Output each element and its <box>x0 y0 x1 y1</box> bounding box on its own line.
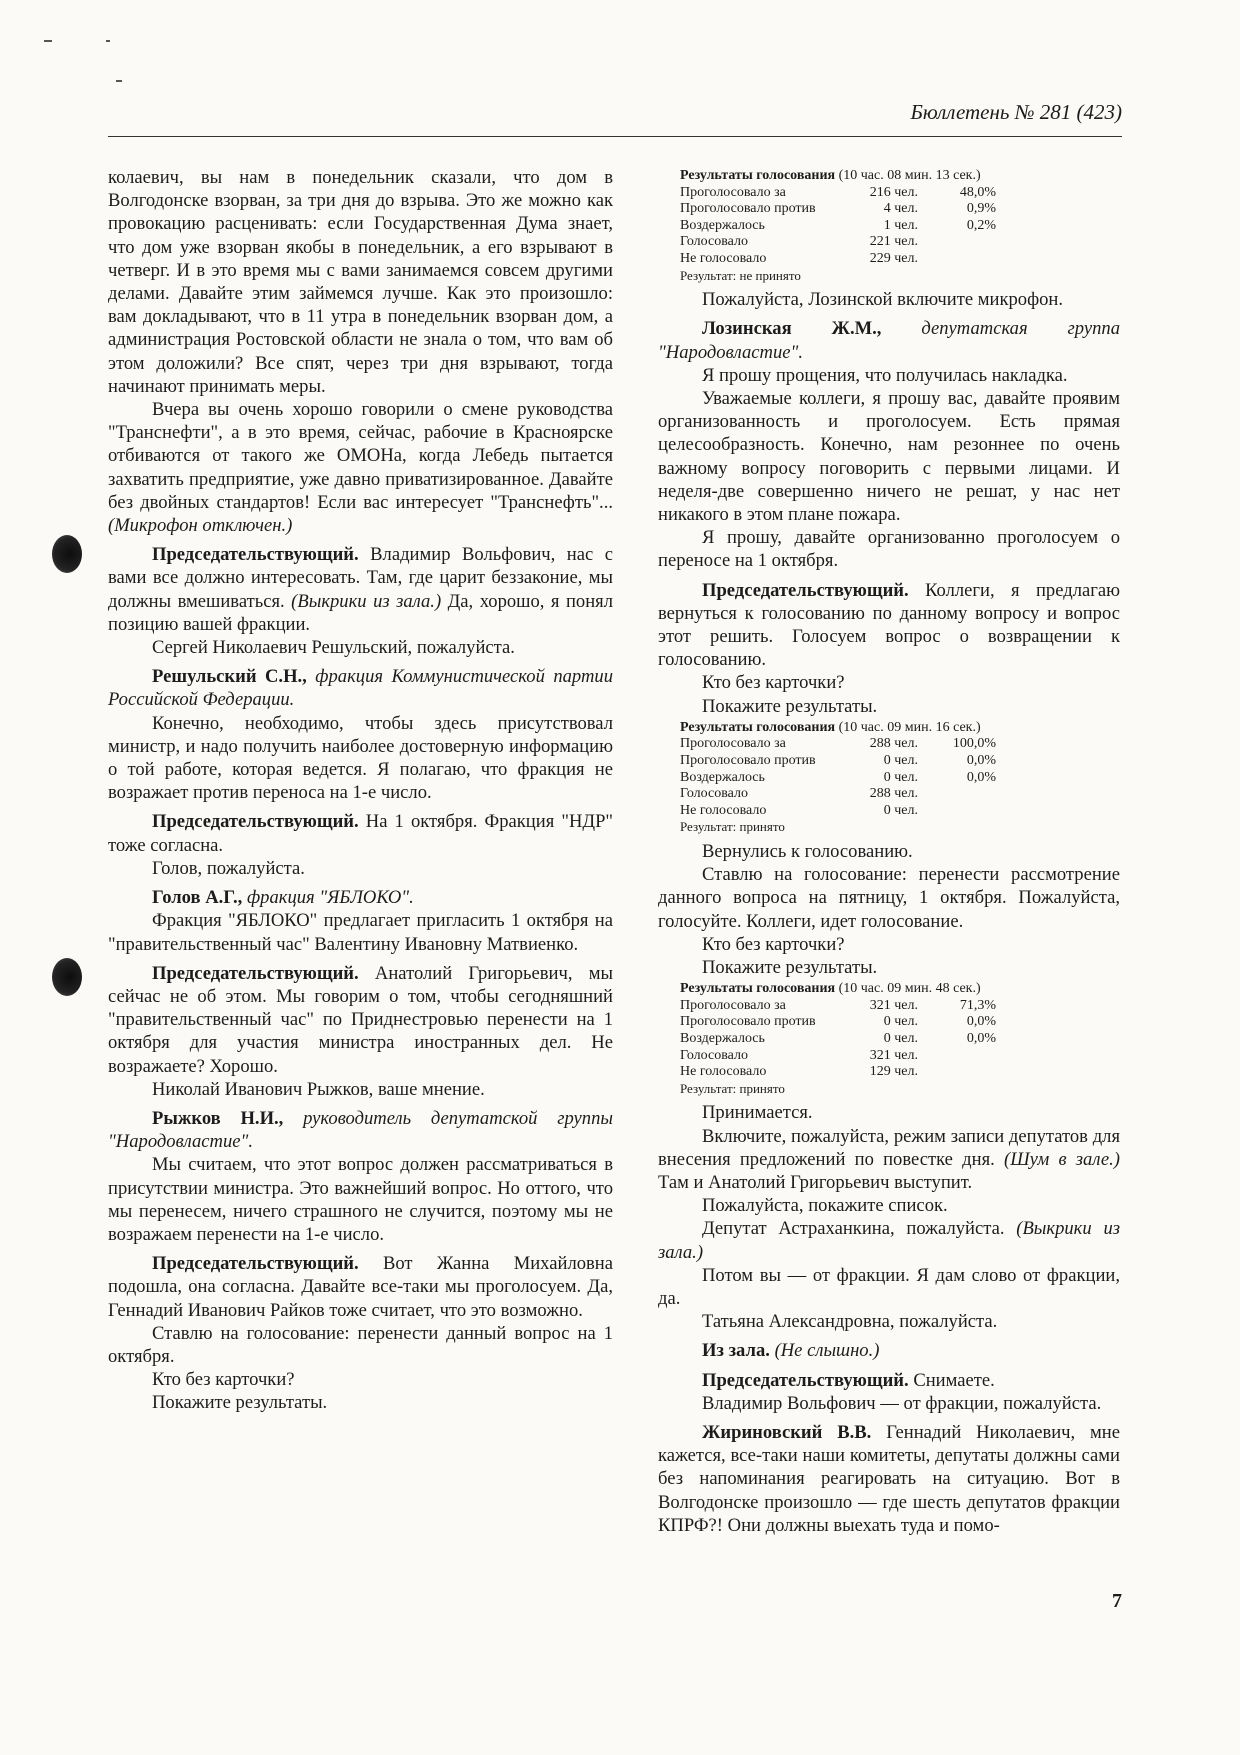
paragraph <box>658 387 1120 526</box>
speech-paragraph <box>108 1252 613 1322</box>
vote-row-count: 4 чел. <box>883 201 918 217</box>
vote-title <box>680 168 1120 185</box>
vote-time: (10 час. 08 мин. 13 сек.) <box>838 168 981 183</box>
paragraph <box>658 863 1120 933</box>
paragraph-text: Вернулись к голосованию. <box>702 840 913 862</box>
vote-time: (10 час. 09 мин. 48 сек.) <box>838 981 981 997</box>
speaker-name: Решульский С.Н., <box>152 666 307 688</box>
vote-row <box>680 1014 1120 1031</box>
paragraph-text: Ставлю на голосование: перенести рассмотрение данного вопроса на пятницу, 1 октября. Пожалуйста, голосуйте. Коллеги, идет голосование. <box>658 864 1120 932</box>
running-title: Бюллетень № 281 (423) <box>910 100 1122 124</box>
paragraph <box>658 288 1120 311</box>
paragraph-text: Владимир Вольфович — от фракции, пожалуйста. <box>702 1392 1102 1414</box>
vote-row <box>680 1048 1120 1065</box>
speaker-affiliation: депутатская группа "Народовластие". <box>658 318 1120 363</box>
paragraph-text: Николай Иванович Рыжков, ваше мнение. <box>152 1078 485 1100</box>
paragraph <box>658 956 1120 979</box>
paragraph-text: Мы считаем, что этот вопрос должен рассматриваться в присутствии министра. Это важнейший вопрос. Но оттого, что мы перенесем, ничего страшного не случится, поэтому мы не возражаем перенести на 1-е число. <box>108 1154 613 1245</box>
paragraph <box>658 671 1120 694</box>
scan-speck <box>106 40 110 42</box>
vote-row-count: 288 чел. <box>869 786 918 802</box>
vote-row-label: Голосовало <box>680 1047 748 1063</box>
stage-note: (Шум в зале.) <box>1004 1148 1120 1170</box>
paragraph <box>658 1264 1120 1310</box>
paragraph <box>108 857 613 880</box>
vote-row-percent: 0,2% <box>966 217 996 233</box>
vote-title-label: Результаты голосования <box>680 168 836 183</box>
page-number: 7 <box>1112 1590 1122 1612</box>
stage-note: (Выкрики из зала.) <box>658 1218 1120 1263</box>
paragraph-text: Покажите результаты. <box>702 695 878 717</box>
vote-result: Результат: принято <box>680 1080 785 1096</box>
vote-row-label: Не голосовало <box>680 802 767 818</box>
paragraph <box>658 526 1120 572</box>
paragraph <box>108 909 613 955</box>
paragraph-text: Кто без карточки? <box>702 672 845 694</box>
paragraph <box>108 712 613 805</box>
paragraph <box>108 1078 613 1101</box>
vote-row <box>680 1031 1120 1048</box>
vote-row-percent <box>918 251 996 268</box>
vote-row-label: Голосовало <box>680 234 748 250</box>
paragraph-text: Депутат Астраханкина, пожалуйста. <box>702 1218 1005 1240</box>
paragraph <box>658 1310 1120 1333</box>
paragraph-text: Вчера вы очень хорошо говорили о смене руководства "Транснефти", а в это время, сейчас, рабочие в Красноярске отбиваются от такого же ОМОНа, когда Лебедь пытается захватить предприятие, уже давно приватизированное. Давайте без двойных стандартов! Если вас интересует "Транснефть"... <box>108 399 613 513</box>
vote-row <box>680 770 1120 787</box>
vote-row-count: 129 чел. <box>869 1064 918 1080</box>
paragraph-text: Принимается. <box>702 1102 813 1124</box>
header-rule <box>108 136 1122 137</box>
paragraph <box>108 1368 613 1391</box>
vote-row-count: 1 чел. <box>883 217 918 233</box>
vote-title <box>680 981 1120 998</box>
paragraph <box>658 1125 1120 1195</box>
vote-row <box>680 998 1120 1015</box>
paragraph-text: Фракция "ЯБЛОКО" предлагает пригласить 1 октября на "правительственный час" Валентину Ивановну Матвиенко. <box>108 910 613 955</box>
speaker-name: Жириновский В.В. <box>702 1421 872 1443</box>
speaker-name: Председательствующий. <box>702 579 909 601</box>
vote-row-count: 0 чел. <box>883 1030 918 1046</box>
paragraph-text: Кто без карточки? <box>152 1369 295 1391</box>
paragraph-text: Покажите результаты. <box>702 956 878 978</box>
speaker-name: Председательствующий. <box>152 544 359 566</box>
vote-result: Результат: принято <box>680 819 785 835</box>
speaker-name: Голов А.Г., <box>152 887 243 909</box>
vote-row-label: Голосовало <box>680 786 748 802</box>
paragraph <box>658 840 1120 863</box>
vote-row-count: 0 чел. <box>883 1014 918 1030</box>
scan-speck <box>116 80 122 82</box>
vote-row-label: Воздержалось <box>680 769 765 785</box>
vote-row-count: 321 чел. <box>869 997 918 1013</box>
paragraph <box>108 1391 613 1414</box>
speaker-affiliation: фракция Коммунистической партии Российской Федерации. <box>108 666 614 711</box>
vote-row <box>680 251 1120 268</box>
vote-row-count: 229 чел. <box>869 250 918 266</box>
vote-row-percent: 0,9% <box>966 201 996 217</box>
vote-row-count: 321 чел. <box>869 1047 918 1063</box>
vote-row-count: 288 чел. <box>869 736 918 752</box>
vote-title <box>680 720 1120 737</box>
vote-row-label: Проголосовало против <box>680 201 816 217</box>
vote-row-label: Проголосовало за <box>680 736 786 752</box>
vote-row <box>680 736 1120 753</box>
paragraph-text: Кто без карточки? <box>702 933 845 955</box>
vote-row-percent <box>918 1064 996 1081</box>
paragraph-text: Покажите результаты. <box>152 1392 328 1414</box>
stage-note: (Микрофон отключен.) <box>108 515 293 537</box>
vote-results <box>680 720 1120 836</box>
paragraph-text: Анатолий Григорьевич, мы сейчас не об этом. Мы говорим о том, чтобы сегодняшний "правительственный час" по Приднестровью перенести на 1 октября для участия министра иностранных дел. Не возражаете? Хорошо. <box>108 962 613 1077</box>
vote-row-percent: 0,0% <box>966 1014 996 1030</box>
speech-paragraph <box>658 1421 1120 1537</box>
vote-row-percent: 48,0% <box>959 184 996 200</box>
vote-row-count: 0 чел. <box>883 769 918 785</box>
paragraph <box>658 933 1120 956</box>
vote-row <box>680 185 1120 202</box>
paragraph-text: Потом вы — от фракции. Я дам слово от фракции, да. <box>658 1264 1120 1309</box>
vote-row-percent: 0,0% <box>966 769 996 785</box>
speech-paragraph <box>658 1339 1120 1362</box>
vote-row-percent: 100,0% <box>952 736 996 752</box>
scan-speck <box>44 40 52 42</box>
vote-row-label: Не голосовало <box>680 250 767 266</box>
vote-row-label: Не голосовало <box>680 1064 767 1080</box>
paragraph-text: Уважаемые коллеги, я прошу вас, давайте проявим организованность и проголосуем. Есть прямая целесообразность. Конечно, нам резоннее по очень важному вопросу поговорить с первыми лицами. И неделя-две совершенно ничего не решат, у нас нет никакого в этом плане пожара. <box>658 387 1120 525</box>
vote-row-percent: 0,0% <box>966 753 996 768</box>
vote-results <box>680 981 1120 1097</box>
paragraph-text: Пожалуйста, покажите список. <box>702 1195 948 1217</box>
paragraph-tail: Там и Анатолий Григорьевич выступит. <box>658 1171 973 1193</box>
vote-row <box>680 803 1120 820</box>
vote-row-count: 221 чел. <box>869 234 918 250</box>
paragraph <box>658 364 1120 387</box>
speaker-name: Рыжков Н.И., <box>152 1107 284 1129</box>
speaker-name: Из зала. <box>702 1340 770 1362</box>
left-column <box>108 166 613 1415</box>
speech-paragraph <box>108 810 613 856</box>
paragraph-text: Геннадий Николаевич, мне кажется, все-таки наши комитеты, депутаты должны сами без напоминания реагировать на ситуацию. Вот в Волгодонске произошло — где шесть депутатов фракции КПРФ?! Они должны выехать туда и помо- <box>658 1421 1121 1536</box>
paragraph-text: Пожалуйста, Лозинской включите микрофон. <box>702 289 1064 311</box>
speech-paragraph <box>108 665 613 711</box>
vote-row-label: Воздержалось <box>680 217 765 233</box>
vote-row-label: Воздержалось <box>680 1030 765 1046</box>
paragraph <box>108 166 613 398</box>
paragraph <box>108 1153 613 1246</box>
vote-title-label: Результаты голосования <box>680 719 836 735</box>
vote-row-count: 0 чел. <box>883 802 918 818</box>
speaker-name: Председательствующий. <box>702 1369 909 1391</box>
speech-paragraph <box>108 962 613 1078</box>
speech-paragraph <box>658 317 1120 363</box>
speech-paragraph <box>108 543 613 636</box>
vote-row-count: 0 чел. <box>883 753 918 768</box>
paragraph-text: Я прошу прощения, что получилась накладка. <box>702 364 1068 386</box>
right-column <box>658 166 1120 1537</box>
vote-row-label: Проголосовало за <box>680 997 786 1013</box>
paragraph-text: колаевич, вы нам в понедельник сказали, что дом в Волгодонске взорван, за три дня до взрыва. Это же можно как провокацию расценивать: если Государственная Дума знает, что дом уже взорван якобы в понедельник, а его взрывают в четверг. И в это время мы с вами занимаемся совсем другими делами. Давайте этим займемся лучше. Как это произошло: вам докладывают, что в 11 утра в понедельник взорван дом, а администрация Ростовской области не знала о том, что вам об этом доложили? Все спят, через три дня взрывают, тогда начинают принимать меры. <box>108 167 613 397</box>
paragraph <box>108 636 613 659</box>
speech-paragraph <box>658 1369 1120 1392</box>
paragraph <box>108 398 613 537</box>
paragraph-text: Коллеги, я предлагаю вернуться к голосованию по данному вопросу и вопрос этот решить. Голосуем вопрос о возвращении к голосованию. <box>658 579 1120 671</box>
vote-row <box>680 234 1120 251</box>
punch-hole <box>52 535 82 573</box>
paragraph <box>658 1217 1120 1263</box>
paragraph-text: Сергей Николаевич Решульский, пожалуйста. <box>152 637 515 659</box>
paragraph-text: Включите, пожалуйста, режим записи депутатов для внесения предложений по повестке дня. <box>658 1125 1120 1170</box>
paragraph-text: Ставлю на голосование: перенести данный вопрос на 1 октября. <box>108 1322 613 1367</box>
vote-results <box>680 168 1120 284</box>
vote-row-label: Проголосовало против <box>680 1014 816 1030</box>
vote-row-count: 216 чел. <box>869 184 918 200</box>
speech-paragraph <box>658 579 1120 672</box>
vote-row-percent <box>918 786 996 803</box>
speaker-name: Председательствующий. <box>152 962 359 984</box>
speaker-name: Председательствующий. <box>152 811 359 833</box>
paragraph <box>658 1101 1120 1124</box>
vote-row-percent: 71,3% <box>959 997 996 1013</box>
paragraph <box>108 1322 613 1368</box>
vote-row <box>680 1064 1120 1081</box>
paragraph-text: Вот Жанна Михайловна подошла, она согласна. Давайте все-таки мы проголосуем. Да, Геннадий Иванович Райков тоже считает, что это возможно. <box>108 1253 614 1321</box>
vote-row-percent <box>918 1048 996 1065</box>
vote-row-percent <box>918 803 996 820</box>
speaker-affiliation: фракция "ЯБЛОКО". <box>246 887 414 909</box>
vote-row-percent <box>918 234 996 251</box>
vote-row <box>680 218 1120 235</box>
paragraph-text: На 1 октября. Фракция "НДР" тоже согласна. <box>108 811 613 856</box>
paragraph-text: Владимир Вольфович, нас с вами все должно интересовать. Там, где царит беззаконие, мы должны вмешиваться. <box>108 544 613 612</box>
stage-note: (Не слышно.) <box>774 1340 880 1362</box>
speech-paragraph <box>108 886 613 909</box>
speech-paragraph <box>108 1107 613 1153</box>
speaker-name: Председательствующий. <box>152 1253 359 1275</box>
paragraph <box>658 1392 1120 1415</box>
vote-row <box>680 753 1120 770</box>
paragraph-text: Голов, пожалуйста. <box>152 857 305 879</box>
vote-row <box>680 786 1120 803</box>
speaker-name: Лозинская Ж.М., <box>702 318 882 340</box>
vote-row-label: Проголосовало за <box>680 184 786 200</box>
paragraph-text: Татьяна Александровна, пожалуйста. <box>702 1311 998 1333</box>
vote-row-percent: 0,0% <box>966 1030 996 1046</box>
vote-result: Результат: не принято <box>680 267 801 283</box>
paragraph-text: Я прошу, давайте организованно проголосуем о переносе на 1 октября. <box>658 527 1120 572</box>
paragraph <box>658 695 1120 718</box>
vote-time: (10 час. 09 мин. 16 сек.) <box>838 719 981 735</box>
paragraph <box>658 1194 1120 1217</box>
vote-row-label: Проголосовало против <box>680 753 816 768</box>
paragraph-text: Конечно, необходимо, чтобы здесь присутствовал министр, и надо получить наиболее достоверную информацию о той работе, которая ведется. Я полагаю, что фракция не возражает против переноса на 1-е число. <box>108 712 613 804</box>
punch-hole <box>52 958 82 996</box>
stage-note: (Выкрики из зала.) <box>291 590 442 612</box>
paragraph-text: Снимаете. <box>913 1369 995 1391</box>
paragraph-tail: Да, хорошо, я понял позицию вашей фракции. <box>108 590 613 635</box>
vote-row <box>680 201 1120 218</box>
speaker-affiliation: руководитель депутатской группы "Народовластие". <box>108 1107 613 1153</box>
vote-title-label: Результаты голосования <box>680 981 836 997</box>
